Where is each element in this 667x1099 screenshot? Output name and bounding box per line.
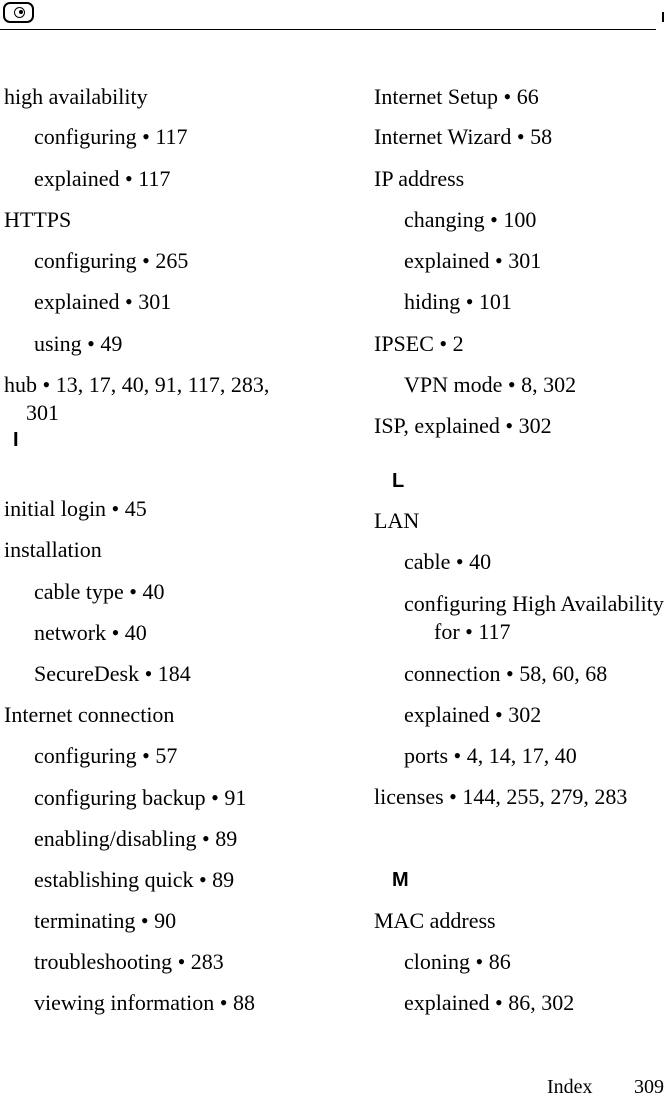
index-subentry: SecureDesk • 184 xyxy=(34,661,191,686)
index-entry: IP address xyxy=(374,166,465,191)
index-subentry: cable type • 40 xyxy=(34,579,165,604)
index-subentry: configuring • 117 xyxy=(34,124,188,149)
index-subentry: hiding • 101 xyxy=(404,289,512,314)
index-entry: installation xyxy=(4,537,102,562)
index-subentry: VPN mode • 8, 302 xyxy=(404,372,577,397)
index-subentry: configuring • 265 xyxy=(34,248,189,273)
index-subentry: explained • 301 xyxy=(404,248,542,273)
logo-icon xyxy=(3,2,34,23)
index-subentry: terminating • 90 xyxy=(34,908,177,933)
index-entry: ISP, explained • 302 xyxy=(374,413,552,438)
index-subentry: cable • 40 xyxy=(404,549,492,574)
index-subentry: explained • 301 xyxy=(34,289,172,314)
page-number: 309 xyxy=(634,1076,664,1098)
index-subentry: using • 49 xyxy=(34,331,123,356)
footer-section-label: Index xyxy=(547,1076,593,1098)
index-subentry: explained • 117 xyxy=(34,166,171,191)
index-entry: initial login • 45 xyxy=(4,496,147,521)
index-subentry: explained • 302 xyxy=(404,702,542,727)
index-entry: licenses • 144, 255, 279, 283 xyxy=(374,784,628,809)
section-letter-m: M xyxy=(392,869,409,891)
index-subentry: cloning • 86 xyxy=(404,949,511,974)
page-header xyxy=(0,0,667,32)
index-subentry: ports • 4, 14, 17, 40 xyxy=(404,743,577,768)
index-subentry: network • 40 xyxy=(34,620,147,645)
index-subentry: configuring High Availability for • 117 xyxy=(404,591,664,644)
section-letter-l: L xyxy=(392,470,405,492)
index-subentry: establishing quick • 89 xyxy=(34,867,235,892)
index-subentry: enabling/disabling • 89 xyxy=(34,826,238,851)
section-letter-i: I xyxy=(13,429,19,451)
header-tick-mark xyxy=(662,12,664,22)
index-subentry: changing • 100 xyxy=(404,207,537,232)
index-subentry: configuring backup • 91 xyxy=(34,785,247,810)
header-rule xyxy=(0,29,656,30)
index-entry: high availability xyxy=(4,84,148,109)
index-subentry: viewing information • 88 xyxy=(34,990,255,1015)
index-subentry: connection • 58, 60, 68 xyxy=(404,661,608,686)
index-entry: MAC address xyxy=(374,908,496,933)
index-entry: LAN xyxy=(374,508,420,533)
index-entry: HTTPS xyxy=(4,207,72,232)
index-entry: Internet Setup • 66 xyxy=(374,84,539,109)
index-entry: Internet Wizard • 58 xyxy=(374,124,553,149)
index-entry: IPSEC • 2 xyxy=(374,331,464,356)
index-subentry: explained • 86, 302 xyxy=(404,990,575,1015)
index-subentry: troubleshooting • 283 xyxy=(34,949,224,974)
index-entry: Internet connection xyxy=(4,702,175,727)
index-subentry: configuring • 57 xyxy=(34,743,178,768)
logo-dot xyxy=(19,10,23,14)
index-entry: hub • 13, 17, 40, 91, 117, 283, 301 xyxy=(4,372,270,425)
